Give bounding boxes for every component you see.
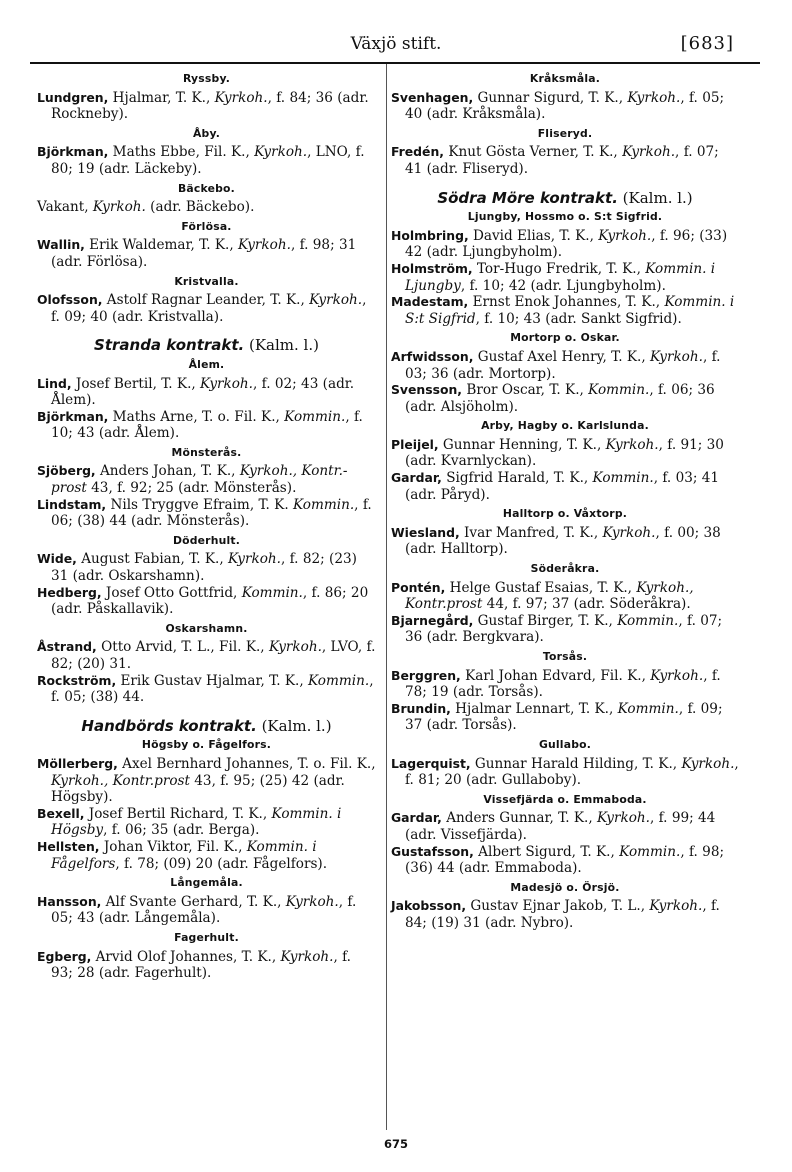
clergy-entry xyxy=(391,613,739,646)
entry-surname: Brundin, xyxy=(391,700,451,716)
entry-surname: Bexell, xyxy=(37,805,85,821)
entry-title: Kommin. xyxy=(619,843,681,860)
entry-title: Kyrkoh. xyxy=(650,667,704,684)
kontrakt-county: (Kalm. l.) xyxy=(256,716,332,735)
entry-title: Kommin. xyxy=(308,672,370,689)
clergy-entry xyxy=(37,551,376,584)
parish-heading: Mönsterås. xyxy=(171,445,242,459)
clergy-entry xyxy=(37,199,376,216)
entry-title: Kyrkoh. xyxy=(214,89,268,106)
clergy-entry xyxy=(391,437,739,470)
entry-text: Erik Waldemar, T. K., xyxy=(84,237,238,254)
entry-text: , LVO, f. 82; (20) 31. xyxy=(51,639,376,672)
entry-text: , f. 05; 40 (adr. Kråksmåla). xyxy=(405,89,725,123)
entry-text: , f. 98; 31 (adr. Förlösa). xyxy=(51,237,357,270)
clergy-entry xyxy=(37,639,376,672)
entry-title: Kyrkoh. xyxy=(280,948,334,965)
entry-text: Josef Bertil, T. K., xyxy=(71,375,201,392)
entry-surname: Holmström, xyxy=(391,260,473,276)
entry-title: Kyrkoh., Kontr.prost xyxy=(405,579,694,613)
clergy-entry xyxy=(391,90,739,123)
clergy-entry xyxy=(391,810,739,843)
clergy-entry xyxy=(37,463,376,496)
parish-heading: Ålem. xyxy=(188,357,225,371)
clergy-entry xyxy=(391,668,739,701)
entry-text: Josef Otto Gottfrid, xyxy=(101,584,242,601)
entry-title: Kommin. xyxy=(241,584,303,601)
entry-text: , f. 06; 35 (adr. Berga). xyxy=(103,822,260,839)
parish-heading: Gullabo. xyxy=(538,737,592,751)
parish-heading: Fagerhult. xyxy=(174,930,239,944)
entry-text: , f. 02; 43 (adr. Ålem). xyxy=(51,375,355,409)
entry-title: Kyrkoh. xyxy=(200,375,254,392)
clergy-entry xyxy=(37,949,376,982)
entry-title: Kyrkoh. xyxy=(602,524,656,541)
clergy-entry xyxy=(37,839,376,872)
entry-text: Sigfrid Harald, T. K., xyxy=(441,470,593,487)
entry-text: Albert Sigurd, T. K., xyxy=(473,843,620,860)
entry-text: , f. 07; 41 (adr. Fliseryd). xyxy=(405,144,719,177)
entry-text: Erik Gustav Hjalmar, T. K., xyxy=(116,672,308,689)
entry-text: Axel Bernhard Johannes, T. o. Fil. K., xyxy=(117,755,376,772)
entry-text: , f. 93; 28 (adr. Fagerhult). xyxy=(51,948,351,982)
entry-surname: Lagerquist, xyxy=(391,755,471,771)
entry-text: Nils Tryggve Efraim, T. K. xyxy=(106,496,293,513)
entry-surname: Hellsten, xyxy=(37,838,100,854)
entry-surname: Hedberg, xyxy=(37,584,102,600)
entry-text: , f. 05; 43 (adr. Långemåla). xyxy=(51,893,357,927)
entry-text: (adr. Bäckebo). xyxy=(145,199,255,216)
entry-text: Helge Gustaf Esaias, T. K., xyxy=(445,579,637,596)
entry-surname: Berggren, xyxy=(391,667,461,683)
entry-text: Anders Johan, T. K., xyxy=(95,463,240,480)
clergy-entry xyxy=(37,756,376,806)
clergy-entry xyxy=(391,382,739,415)
kontrakt-name: Stranda kontrakt. xyxy=(94,336,245,355)
entry-title: Kyrkoh. xyxy=(605,436,659,453)
entry-text: Otto Arvid, T. L., Fil. K., xyxy=(96,639,269,656)
entry-surname: Holmbring, xyxy=(391,227,469,243)
entry-title: Kyrkoh. xyxy=(597,810,650,827)
entry-surname: Olofsson, xyxy=(37,292,103,308)
entry-title: Kyrkoh. xyxy=(228,551,281,568)
entry-text: , f. 78; (09) 20 (adr. Fågelfors). xyxy=(115,855,328,872)
entry-title: Kyrkoh. xyxy=(627,89,681,106)
entry-text: Alf Svante Gerhard, T. K., xyxy=(101,893,286,910)
entry-title: Kyrkoh. xyxy=(622,144,676,161)
entry-text: , f. 84; 36 (adr. Rockneby). xyxy=(51,89,369,123)
entry-text: Bror Oscar, T. K., xyxy=(462,382,589,399)
entry-text: Gunnar Harald Hilding, T. K., xyxy=(470,755,682,772)
entry-text: Maths Arne, T. o. Fil. K., xyxy=(108,408,285,425)
parish-heading: Halltorp o. Våxtorp. xyxy=(502,507,628,521)
entry-surname: Gustafsson, xyxy=(391,843,474,859)
page-reference: [683] xyxy=(680,33,734,54)
parish-heading: Vissefjärda o. Emmaboda. xyxy=(483,792,647,806)
parish-heading: Kristvalla. xyxy=(174,274,239,288)
entry-surname: Wiesland, xyxy=(391,524,460,540)
parish-heading: Torsås. xyxy=(542,650,588,663)
entry-text: 43, f. 95; (25) 42 (adr. Högsby). xyxy=(51,772,345,806)
parish-heading: Arby, Hagby o. Karlslunda. xyxy=(481,419,649,433)
parish-heading: Söderåkra. xyxy=(530,562,600,576)
entry-surname: Sjöberg, xyxy=(37,463,96,479)
parish-heading: Kråksmåla. xyxy=(529,72,601,85)
entry-text: August Fabian, T. K., xyxy=(76,551,229,568)
parish-heading: Högsby o. Fågelfors. xyxy=(141,738,272,752)
parish-heading: Långemåla. xyxy=(170,876,243,890)
entry-title: Kommin. xyxy=(617,612,679,629)
entry-surname: Svensson, xyxy=(391,382,463,398)
clergy-entry xyxy=(37,894,376,927)
parish-heading: Ljungby, Hossmo o. S:t Sigfrid. xyxy=(467,210,663,224)
parish-heading: Fliseryd. xyxy=(537,126,593,140)
clergy-entry xyxy=(37,144,376,177)
entry-text: , f. 03; 41 (adr. Påryd). xyxy=(405,470,720,503)
entry-title: Kyrkoh. xyxy=(92,199,146,216)
page-header-title: Växjö stift. xyxy=(350,34,442,54)
entry-title: Kommin. i S:t Sigfrid xyxy=(405,294,735,327)
kontrakt-name: Södra Möre kontrakt. xyxy=(437,188,618,207)
parish-heading: Oskarshamn. xyxy=(165,621,248,635)
entry-title: Kyrkoh., Kontr.prost xyxy=(51,772,190,789)
entry-surname: Åstrand, xyxy=(37,639,97,655)
entry-title: Kyrkoh. xyxy=(268,639,322,656)
entry-text: Gustaf Birger, T. K., xyxy=(473,612,618,629)
clergy-entry xyxy=(391,470,739,503)
kontrakt-heading xyxy=(37,718,376,735)
entry-text: Hjalmar Lennart, T. K., xyxy=(450,700,618,717)
clergy-entry xyxy=(37,90,376,123)
entry-surname: Egberg, xyxy=(37,948,92,964)
parish-heading: Bäckebo. xyxy=(178,181,235,195)
clergy-entry xyxy=(37,497,376,530)
entry-title: Kommin. xyxy=(292,496,355,513)
entry-surname: Möllerberg, xyxy=(37,755,118,771)
entry-surname: Lindstam, xyxy=(37,496,107,512)
clergy-entry xyxy=(391,580,739,613)
entry-text: , f. 10; 42 (adr. Ljungbyholm). xyxy=(460,277,666,294)
entry-surname: Lind, xyxy=(37,375,72,391)
kontrakt-county: (Kalm. l.) xyxy=(617,188,693,207)
entry-text: Anders Gunnar, T. K., xyxy=(441,810,598,827)
clergy-entry xyxy=(391,261,739,294)
clergy-entry xyxy=(37,673,376,706)
entry-text: , f. 07; 36 (adr. Bergkvara). xyxy=(405,612,723,646)
parish-heading: Döderhult. xyxy=(172,533,241,547)
column-divider xyxy=(386,64,387,1130)
entry-surname: Rockström, xyxy=(37,672,117,688)
kontrakt-county: (Kalm. l.) xyxy=(244,336,319,355)
entry-text: , f. 82; (23) 31 (adr. Oskarshamn). xyxy=(51,551,357,585)
entry-title: Kommin. i Högsby xyxy=(51,805,342,839)
entry-surname: Pontén, xyxy=(391,579,446,595)
clergy-entry xyxy=(391,844,739,877)
entry-text: , f. 81; 20 (adr. Gullaboby). xyxy=(405,755,739,789)
entry-text: , f. 06; (38) 44 (adr. Mönsterås). xyxy=(51,496,372,530)
entry-text: , f. 99; 44 (adr. Vissefjärda). xyxy=(405,810,716,843)
entry-text: Tor-Hugo Fredrik, T. K., xyxy=(472,260,646,277)
entry-surname: Wide, xyxy=(37,551,77,567)
entry-text: , f. 09; 37 (adr. Torsås). xyxy=(405,700,723,734)
entry-text: , f. 91; 30 (adr. Kvarnlyckan). xyxy=(405,436,724,470)
entry-text: , f. 03; 36 (adr. Mortorp). xyxy=(405,348,721,382)
entry-text: , f. 96; (33) 42 (adr. Ljungbyholm). xyxy=(405,227,728,261)
right-column xyxy=(391,68,739,932)
page-number: 675 xyxy=(383,1137,408,1151)
entry-text: , LNO, f. 80; 19 (adr. Läckeby). xyxy=(51,144,365,177)
entry-surname: Björkman, xyxy=(37,408,109,424)
kontrakt-name: Handbörds kontrakt. xyxy=(81,716,257,735)
entry-text: David Elias, T. K., xyxy=(468,227,599,244)
entry-surname: Hansson, xyxy=(37,893,102,909)
entry-text: Hjalmar, T. K., xyxy=(108,89,215,106)
left-column xyxy=(37,68,376,982)
entry-title: Kyrkoh. xyxy=(285,893,339,910)
entry-text: , f. 78; 19 (adr. Torsås). xyxy=(405,667,721,701)
entry-text: Johan Viktor, Fil. K., xyxy=(99,838,247,855)
entry-text: , f. 10; 43 (adr. Sankt Sigfrid). xyxy=(475,310,682,327)
entry-text: , f. 84; (19) 31 (adr. Nybro). xyxy=(405,898,720,931)
entry-text: Gunnar Henning, T. K., xyxy=(438,436,606,453)
clergy-entry xyxy=(37,292,376,325)
entry-title: Kyrkoh. xyxy=(681,755,735,772)
clergy-entry xyxy=(37,376,376,409)
entry-text: Arvid Olof Johannes, T. K., xyxy=(91,948,281,965)
clergy-entry xyxy=(391,701,739,734)
entry-text: , f. 86; 20 (adr. Påskallavik). xyxy=(51,584,369,618)
entry-text: 44, f. 97; 37 (adr. Söderåkra). xyxy=(482,596,691,613)
entry-title: Kommin. xyxy=(588,382,650,399)
entry-surname: Jakobsson, xyxy=(391,898,467,914)
entry-text: Ivar Manfred, T. K., xyxy=(459,524,603,541)
parish-heading: Mortorp o. Oskar. xyxy=(510,331,620,345)
clergy-entry xyxy=(37,585,376,618)
entry-text: Astolf Ragnar Leander, T. K., xyxy=(102,292,310,309)
entry-title: Kyrkoh. xyxy=(237,237,291,254)
entry-surname: Madestam, xyxy=(391,294,469,310)
kontrakt-heading xyxy=(37,337,376,354)
entry-text: Josef Bertil Richard, T. K., xyxy=(84,805,272,822)
entry-title: Kyrkoh. xyxy=(598,227,652,244)
clergy-entry xyxy=(37,806,376,839)
entry-text: Gustav Ejnar Jakob, T. L., xyxy=(466,898,650,915)
clergy-entry xyxy=(391,294,739,327)
entry-text: , f. 09; 40 (adr. Kristvalla). xyxy=(51,292,367,325)
entry-title: Kyrkoh. xyxy=(254,144,308,161)
entry-title: Kommin. xyxy=(592,470,654,487)
entry-surname: Fredén, xyxy=(391,144,444,160)
entry-title: Kyrkoh. xyxy=(309,292,363,309)
parish-heading: Förlösa. xyxy=(181,219,232,233)
entry-text: Vakant, xyxy=(37,199,93,216)
kontrakt-heading xyxy=(391,190,739,207)
clergy-entry xyxy=(37,409,376,442)
entry-text: , f. 98; (36) 44 (adr. Emmaboda). xyxy=(405,843,725,877)
entry-surname: Björkman, xyxy=(37,144,109,160)
entry-text: Gustaf Axel Henry, T. K., xyxy=(473,348,650,365)
entry-surname: Arfwidsson, xyxy=(391,348,474,364)
entry-text: , f. 00; 38 (adr. Halltorp). xyxy=(405,524,721,558)
entry-title: Kommin. i Ljungby xyxy=(405,260,716,294)
entry-text: Ernst Enok Johannes, T. K., xyxy=(468,294,665,311)
parish-heading: Åby. xyxy=(192,126,221,140)
clergy-entry xyxy=(391,228,739,261)
entry-surname: Wallin, xyxy=(37,237,85,253)
entry-text: , f. 10; 43 (adr. Ålem). xyxy=(51,408,363,442)
clergy-entry xyxy=(391,349,739,382)
parish-heading: Ryssby. xyxy=(183,72,230,85)
parish-heading: Madesjö o. Örsjö. xyxy=(510,880,620,894)
entry-title: Kyrkoh. xyxy=(649,348,703,365)
entry-surname: Bjarnegård, xyxy=(391,612,474,628)
clergy-entry xyxy=(37,237,376,270)
clergy-entry xyxy=(391,525,739,558)
entry-title: Kyrkoh. xyxy=(649,898,703,915)
entry-text: Knut Gösta Verner, T. K., xyxy=(444,144,623,161)
entry-surname: Pleijel, xyxy=(391,436,439,452)
entry-title: Kommin. xyxy=(617,700,679,717)
clergy-entry xyxy=(391,144,739,177)
clergy-entry xyxy=(391,898,739,931)
entry-surname: Gardar, xyxy=(391,470,442,486)
entry-title: Kommin. xyxy=(284,408,346,425)
entry-title: Kommin. i Fågelfors xyxy=(51,838,317,872)
entry-surname: Svenhagen, xyxy=(391,89,474,105)
entry-surname: Gardar, xyxy=(391,810,442,826)
entry-text: 43, f. 92; 25 (adr. Mönsterås). xyxy=(86,480,297,497)
entry-text: Karl Johan Edvard, Fil. K., xyxy=(460,667,651,684)
clergy-entry xyxy=(391,756,739,789)
entry-text: , f. 06; 36 (adr. Alsjöholm). xyxy=(405,382,715,415)
entry-title: Kyrkoh., Kontr.-prost xyxy=(51,463,348,497)
entry-text: , f. 05; (38) 44. xyxy=(51,672,374,706)
entry-text: Gunnar Sigurd, T. K., xyxy=(473,89,628,106)
header-rule xyxy=(30,62,760,64)
entry-surname: Lundgren, xyxy=(37,89,109,105)
entry-text: Maths Ebbe, Fil. K., xyxy=(108,144,255,161)
